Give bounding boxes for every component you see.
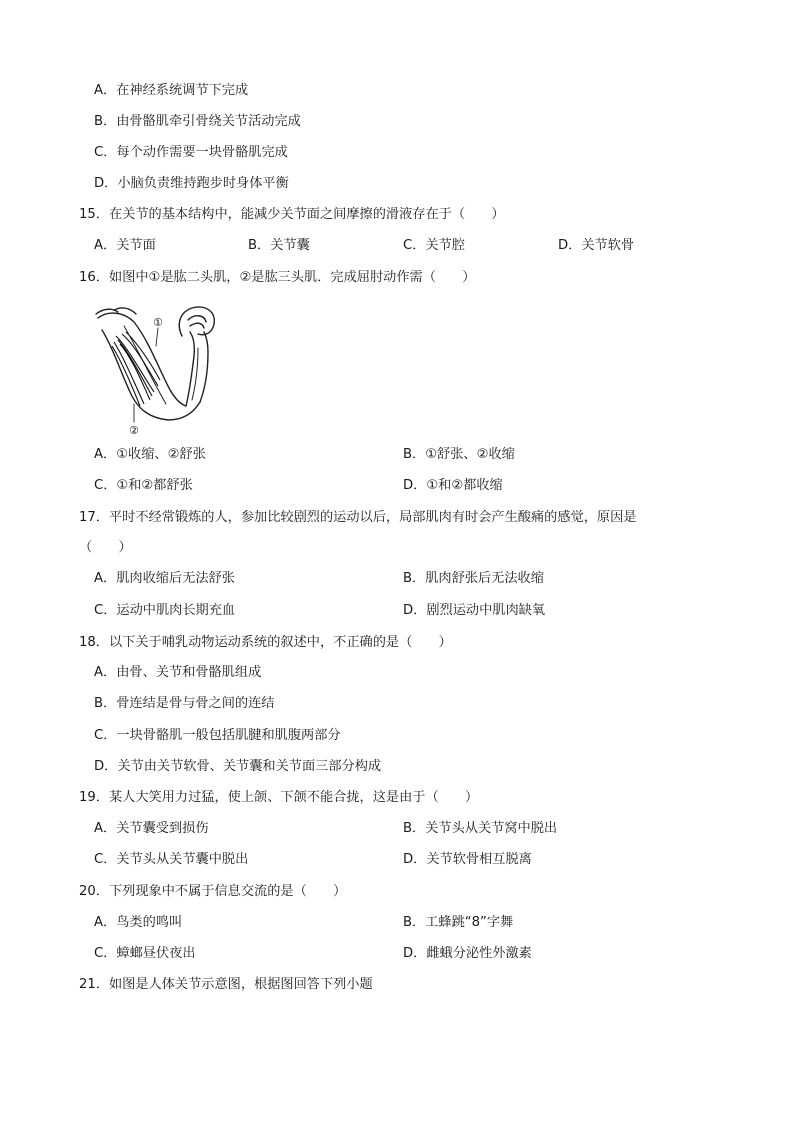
arm-muscle-figure <box>94 300 218 440</box>
q17-stem: 17．平时不经常锻炼的人，参加比较剧烈的运动以后，局部肌肉有时会产生酸痛的感觉，原因是 <box>79 510 637 525</box>
q19-option-a: A．关节囊受到损伤 <box>94 821 209 836</box>
q18-option-b: B．骨连结是骨与骨之间的连结 <box>94 696 275 711</box>
q18-stem: 18．以下关于哺乳动物运动系统的叙述中，不正确的是（ ） <box>79 635 452 650</box>
q18-option-d: D．关节由关节软骨、关节囊和关节面三部分构成 <box>94 759 382 774</box>
q20-option-b: B．工蜂跳“8”字舞 <box>403 915 514 930</box>
q20-option-c: C．蟑螂昼伏夜出 <box>94 946 196 961</box>
q19-option-d: D．关节软骨相互脱离 <box>403 852 532 867</box>
label-2: ② <box>129 424 139 437</box>
q20-stem: 20．下列现象中不属于信息交流的是（ ） <box>79 884 347 899</box>
q18-option-c: C．一块骨骼肌一般包括肌腱和肌腹两部分 <box>94 728 341 743</box>
q19-stem: 19．某人大笑用力过猛，使上颌、下颌不能合拢，这是由于（ ） <box>79 790 479 805</box>
q15-option-c: C．关节腔 <box>403 238 465 253</box>
q15-option-b: B．关节囊 <box>248 238 310 253</box>
q15-option-d: D．关节软骨 <box>558 238 635 253</box>
label-1: ① <box>153 316 163 329</box>
q14-option-d: D．小脑负责维持跑步时身体平衡 <box>94 176 289 191</box>
q19-option-b: B．关节头从关节窝中脱出 <box>403 821 558 836</box>
q20-option-d: D．雌蛾分泌性外激素 <box>403 946 532 961</box>
q17-option-b: B．肌肉舒张后无法收缩 <box>403 571 544 586</box>
q17-option-a: A．肌肉收缩后无法舒张 <box>94 571 235 586</box>
q18-option-a: A．由骨、关节和骨骼肌组成 <box>94 665 262 680</box>
arm-muscle-drawing <box>94 300 218 440</box>
q15-stem: 15．在关节的基本结构中，能减少关节面之间摩擦的滑液存在于（ ） <box>79 207 505 222</box>
q16-stem: 16．如图中①是肱二头肌，②是肱三头肌．完成屈肘动作需（ ） <box>79 270 476 285</box>
q16-option-d: D．①和②都收缩 <box>403 478 503 493</box>
q14-option-a: A．在神经系统调节下完成 <box>94 83 249 98</box>
q17-option-d: D．剧烈运动中肌肉缺氧 <box>403 603 546 618</box>
q14-option-c: C．每个动作需要一块骨骼肌完成 <box>94 145 288 160</box>
q19-option-c: C．关节头从关节囊中脱出 <box>94 852 249 867</box>
q17-stem-cont: （ ） <box>79 540 132 555</box>
q21-stem: 21．如图是人体关节示意图，根据图回答下列小题 <box>79 977 373 992</box>
q16-option-b: B．①舒张、②收缩 <box>403 447 515 462</box>
q15-option-a: A．关节面 <box>94 238 156 253</box>
q16-option-a: A．①收缩、②舒张 <box>94 447 206 462</box>
q16-option-c: C．①和②都舒张 <box>94 478 193 493</box>
q14-option-b: B．由骨骼肌牵引骨绕关节活动完成 <box>94 114 301 129</box>
q20-option-a: A．鸟类的鸣叫 <box>94 915 183 930</box>
q17-option-c: C．运动中肌肉长期充血 <box>94 603 236 618</box>
